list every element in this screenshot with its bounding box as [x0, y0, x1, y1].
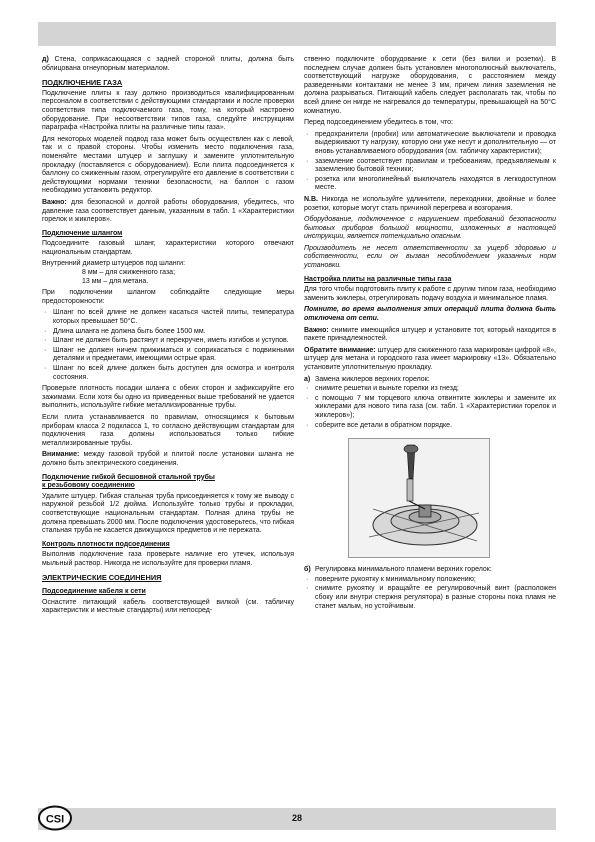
list-item: · снимите решетки и выньте горелки из гнезд; — [304, 385, 556, 394]
hose-paragraph-4: Проверьте плотность посадки шланга с обеих сторон и зафиксируйте его зажимами. Если хотя бы одно из приведенных выше требований не удается выполнить, используйте гибкие металлизированные трубы. — [42, 385, 294, 410]
leak-check-paragraph: Выполнив подключение газа проверьте наличие его утечек, используя мыльный раствор. Никогда не используйте для проверки пламя. — [42, 551, 294, 567]
hose-diameter-methane: 13 мм – для метана. — [82, 277, 149, 285]
step-b: б) Регулировка минимального пламени верхних горелок: — [304, 566, 492, 574]
hose-heading: Подключение шлангом — [42, 229, 123, 237]
gas-paragraph-2: Для некоторых моделей подвод газа может быть осуществлен как с левой, так и с правой стороны. Чтобы изменить место подключения газа, поменяйте местами штуцер и заглушку и замените уплотнительную прокладку (поставляется с оборудованием). Если плита подсоединяется к баллону со сжиженным газом, отрегулируйте его давление в соответствии с действующими нормами техники безопасности, на баллон с газом необходимо установить редуктор. — [42, 135, 294, 195]
cable-paragraph: Оснастите питающий кабель соответствующей вилкой (см. табличку характеристик и местные стандарты) или непосред- — [42, 598, 294, 615]
burner-jet-illustration — [349, 439, 489, 557]
step-a: а) Замена жиклеров верхних горелок: — [304, 375, 430, 383]
gas-adjust-paragraph: Для того чтобы подготовить плиту к работе с другим типом газа, необходимо заменить жиклеры, отрегулировать подачу воздуха и минимальное пламя. — [304, 286, 556, 302]
disconnect-reminder: Помните, во время выполнения этих операций плита должна быть отключена от сети. — [304, 306, 556, 323]
hose-precautions-list — [42, 309, 294, 382]
list-item: · поверните рукоятку к минимальному положению; — [304, 576, 556, 585]
left-column — [42, 56, 294, 619]
cable-continuation: ственно подключите оборудование к сети (без вилки и розетки). В последнем случае должен быть установлен многополюсный выключатель, соответствующий нагрузке оборудования, с расстоянием между разведенными контактами не менее 3 мм, причем линия заземления не должна разрываться. Питающий кабель следует располагать так, чтобы по всей длине он нигде не нагревался до температуры, превышающей на 50°C комнатную. — [304, 56, 556, 115]
list-item: · Шланг по всей длине не должен касаться частей плиты, температура которых превышает 50°C. — [42, 309, 294, 326]
list-item: · соберите все детали в обратном порядке. — [304, 422, 556, 431]
hose-paragraph-1: Подсоедините газовый шланг, характеристики которого отвечают национальным стандартам. — [42, 240, 294, 256]
page-number: 28 — [291, 813, 302, 823]
list-item: · Шланг по всей длине должен быть доступен для осмотра и контроля состояния. — [42, 365, 294, 382]
important-note: Важно: снимите имеющийся штуцер и установите тот, который находится в пакете принадлежностей. — [304, 326, 557, 343]
attention-note: Обратите внимание: штуцер для сжиженного газа маркирован цифрой «8», штуцер для метана и городского газа имеет маркировку «13». Обязательно установите уплотнительную прокладку. — [304, 346, 556, 371]
gas-paragraph-1: Подключение плиты к газу должно производиться квалифицированным персоналом в соответствии с действующими стандартами и после проверки соответствия типа подключаемого газа, тому, на который настроено оборудование. При несоответствии типов газа, следуйте инструкциям параграфа «Настройка плиты на различные типы газа». — [42, 89, 294, 132]
safety-warning-1: Оборудование, подключенное с нарушением требований безопасности бытовых приборов большой мощности, изложенных в настоящей инструкции, является потенциально опасным. — [304, 216, 556, 241]
leak-check-heading: Контроль плотности подсоединения — [42, 540, 170, 548]
svg-text:CSI: CSI — [45, 813, 65, 826]
step-b-list — [304, 576, 556, 611]
burner-figure — [348, 438, 490, 558]
gas-connection-heading: ПОДКЛЮЧЕНИЕ ГАЗА — [42, 78, 123, 88]
hose-attention-note: Внимание: между газовой трубой и плитой после установки шланга не должно быть электрического соединения. — [42, 451, 294, 467]
footer-bar — [38, 808, 556, 830]
right-column — [304, 56, 556, 614]
hose-paragraph-2: Внутренний диаметр штуцеров под шланги: — [42, 260, 186, 268]
list-item: · Длина шланга не должна быть более 1500 мм. — [42, 328, 294, 337]
check-list — [304, 131, 556, 193]
list-item: · заземление соответствует правилам и требованиям, предъявляемым к заземлению бытовой техники; — [304, 158, 556, 175]
item-d: д) Стена, соприкасающаяся с задней стороной плиты, должна быть облицована огнеупорным материалом. — [42, 56, 294, 72]
list-item: · предохранители (пробки) или автоматические выключатели и проводка выдерживают ту нагрузку, которую они уже несут и дополнительную — от вновь устанавливаемого оборудования (см. табличку характеристик); — [304, 131, 556, 157]
header-bar — [38, 22, 556, 46]
electrical-heading: ЭЛЕКТРИЧЕСКИЕ СОЕДИНЕНИЯ — [42, 573, 162, 583]
gas-adjust-heading: Настройка плиты на различные типы газа — [304, 275, 452, 283]
steel-pipe-heading: Подключение гибкой бесшовной стальной трубы к резьбовому соединению — [42, 473, 215, 490]
hose-diameter-lpg: 8 мм – для сжиженного газа; — [82, 269, 176, 277]
list-item: · с помощью 7 мм торцевого ключа отвинтите жиклеры и замените их жиклерами для нового типа газа (см. табл. 1 «Характеристики горелок и жиклеров»); — [304, 395, 556, 421]
step-a-list — [304, 385, 556, 430]
steel-pipe-paragraph: Удалите штуцер. Гибкая стальная труба присоединяется к тому же выводу с наружной резьбой 1/2 дюйма. Используйте только трубы и прокладки, соответствующие национальным стандартам. Полная длина трубы не должна превышать 2000 мм. После подключения удостоверьтесь, что гибкая стальная труба не касается движущихся предметов и не пережата. — [42, 492, 294, 535]
check-intro: Перед подсоединением убедитесь в том, что: — [304, 119, 453, 127]
safety-warning-2: Производитель не несет ответственности за ущерб здоровью и собственности, если он вызван несоблюдением указанных норм установки. — [304, 244, 556, 270]
list-item: · Шланг не должен ничем прижиматься и соприкасаться с подвижными деталями и предметами, имеющими острые края. — [42, 347, 294, 364]
list-item: · розетка или многолинейный выключатель находятся в легкодоступном месте. — [304, 176, 556, 193]
cable-heading: Подсоединение кабеля к сети — [42, 588, 146, 596]
nb-note: N.B. Никогда не используйте удлинители, переходники, двойные и более розетки, которые могут стать причиной перегрева и возгорания. — [304, 195, 556, 212]
hose-paragraph-5: Если плита устанавливается по правилам, относящимся к бытовым приборам класса 2 подкласса 1, то согласно действующим стандартам для подключения газа должны использоваться только гибкие металлизированные трубы. — [42, 413, 294, 447]
list-item: · снимите рукоятку и вращайте ее регулировочный винт (расположен сбоку или внутри стержня регулятора) в разные стороны пока пламя не станет малым, но устойчивым. — [304, 585, 556, 611]
list-item: · Шланг не должен быть растянут и перекручен, иметь изгибов и уступов. — [42, 337, 294, 346]
hose-paragraph-3: При подключении шлангом соблюдайте следующие меры предосторожности: — [42, 289, 294, 305]
gas-important-note: Важно: для безопасной и долгой работы оборудования, убедитесь, что давление газа соответствует данным, указанным в табл. 1 «Характеристики горелок и жиклеров». — [42, 198, 294, 224]
